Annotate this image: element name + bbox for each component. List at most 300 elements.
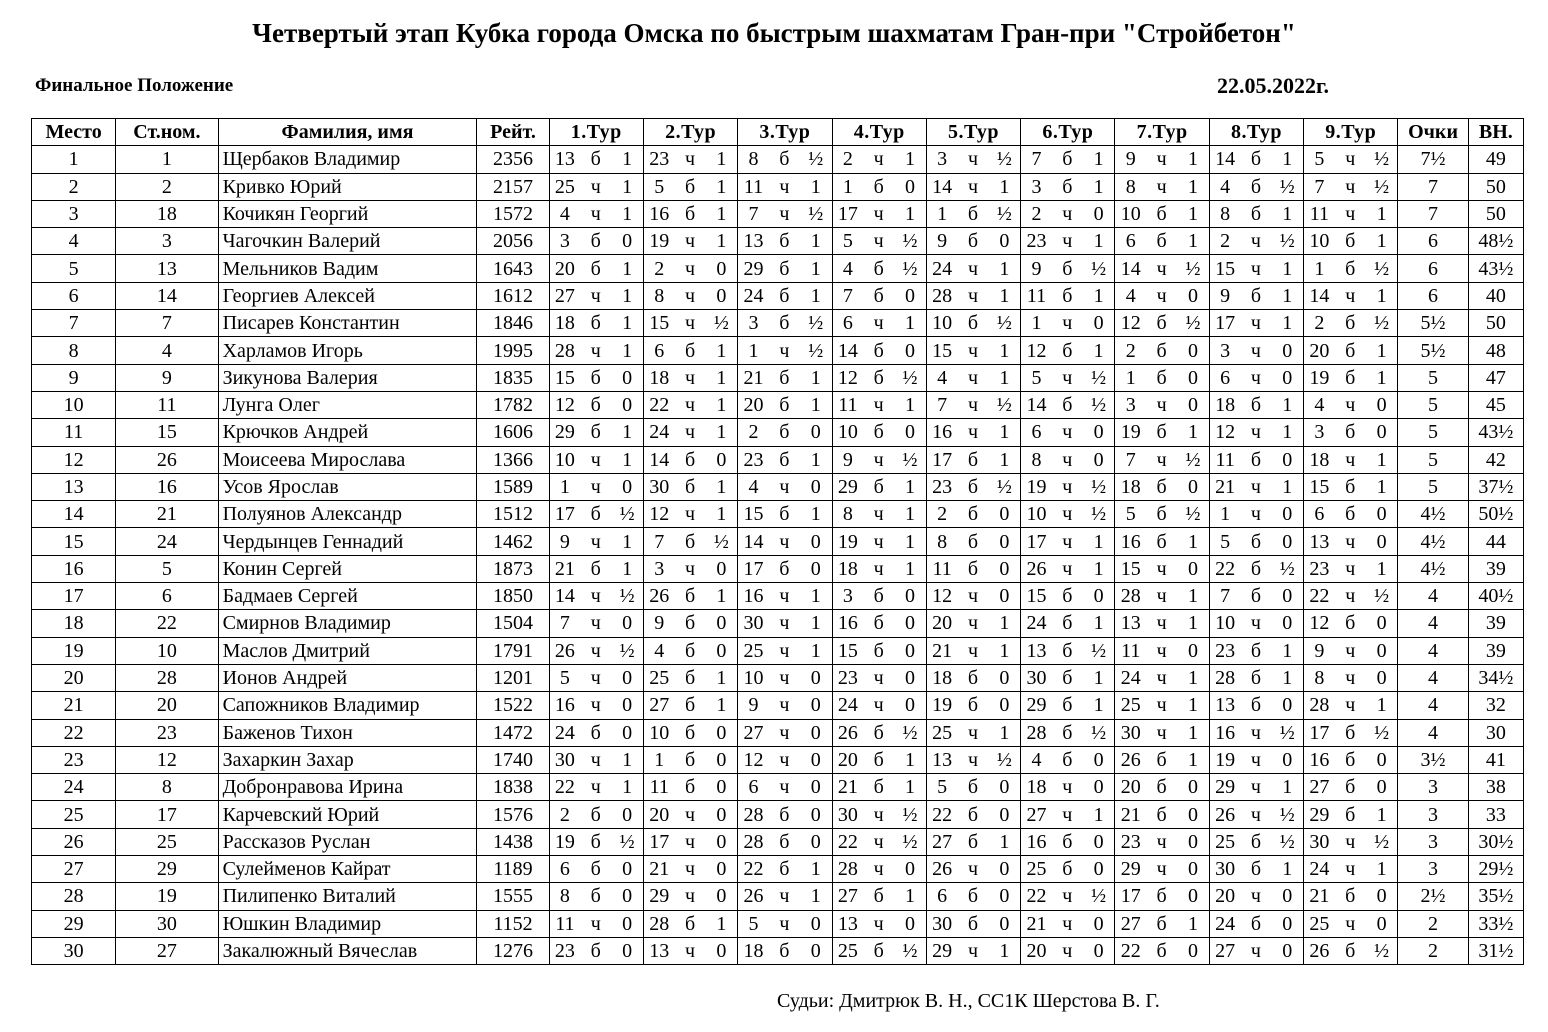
result-cell: 0 bbox=[1177, 337, 1209, 364]
place-cell: 20 bbox=[32, 664, 116, 691]
player-name-cell: Ионов Андрей bbox=[218, 664, 477, 691]
result-cell: 1 bbox=[1271, 282, 1303, 309]
result-cell: 1 bbox=[1083, 610, 1115, 637]
result-cell: 1 bbox=[706, 200, 738, 227]
start-number-cell: 9 bbox=[116, 364, 218, 391]
result-cell: 0 bbox=[1271, 692, 1303, 719]
result-cell: 0 bbox=[989, 774, 1021, 801]
opponent-cell: 16 bbox=[1021, 828, 1052, 855]
start-number-cell: 8 bbox=[116, 774, 218, 801]
color-cell: ч bbox=[769, 528, 800, 555]
color-cell: ч bbox=[1240, 883, 1271, 910]
result-cell: 1 bbox=[611, 282, 643, 309]
points-cell: 5 bbox=[1398, 446, 1468, 473]
color-cell: б bbox=[1146, 801, 1177, 828]
table-row bbox=[32, 473, 1524, 500]
color-cell: ч bbox=[675, 883, 706, 910]
opponent-cell: 10 bbox=[1209, 610, 1240, 637]
start-number-cell: 13 bbox=[116, 255, 218, 282]
start-number-cell: 10 bbox=[116, 637, 218, 664]
color-cell: ч bbox=[957, 146, 988, 173]
color-cell: ч bbox=[1052, 501, 1083, 528]
opponent-cell: 9 bbox=[832, 446, 863, 473]
result-cell: ½ bbox=[1083, 637, 1115, 664]
result-cell: 0 bbox=[706, 446, 738, 473]
result-cell: 1 bbox=[989, 446, 1021, 473]
result-cell: ½ bbox=[894, 937, 926, 964]
points-cell: 6 bbox=[1398, 255, 1468, 282]
result-cell: 0 bbox=[1366, 391, 1398, 418]
color-cell: ч bbox=[957, 719, 988, 746]
color-cell: ч bbox=[1052, 555, 1083, 582]
color-cell: ч bbox=[1146, 664, 1177, 691]
place-cell: 8 bbox=[32, 337, 116, 364]
points-cell: 2 bbox=[1398, 910, 1468, 937]
result-cell: ½ bbox=[1271, 828, 1303, 855]
opponent-cell: 24 bbox=[643, 419, 674, 446]
rating-cell: 1850 bbox=[477, 583, 549, 610]
result-cell: 0 bbox=[894, 910, 926, 937]
result-cell: 0 bbox=[800, 910, 832, 937]
result-cell: 0 bbox=[1083, 937, 1115, 964]
result-cell: 1 bbox=[989, 610, 1021, 637]
opponent-cell: 22 bbox=[643, 391, 674, 418]
opponent-cell: 5 bbox=[1021, 364, 1052, 391]
color-cell: ч bbox=[1240, 719, 1271, 746]
rating-cell: 2356 bbox=[477, 146, 549, 173]
opponent-cell: 9 bbox=[1209, 282, 1240, 309]
opponent-cell: 23 bbox=[832, 664, 863, 691]
opponent-cell: 21 bbox=[1115, 801, 1146, 828]
opponent-cell: 21 bbox=[1021, 910, 1052, 937]
opponent-cell: 18 bbox=[643, 364, 674, 391]
result-cell: 1 bbox=[1083, 692, 1115, 719]
color-cell: ч bbox=[863, 692, 894, 719]
color-cell: б bbox=[957, 228, 988, 255]
player-name-cell: Чагочкин Валерий bbox=[218, 228, 477, 255]
color-cell: ч bbox=[957, 337, 988, 364]
result-cell: 1 bbox=[706, 146, 738, 173]
color-cell: б bbox=[1240, 391, 1271, 418]
tiebreak-cell: 39 bbox=[1468, 555, 1523, 582]
opponent-cell: 18 bbox=[549, 310, 580, 337]
opponent-cell: 17 bbox=[1021, 528, 1052, 555]
color-cell: ч bbox=[769, 610, 800, 637]
result-cell: ½ bbox=[1366, 719, 1398, 746]
document-title: Четвертый этап Кубка города Омска по быстрым шахматам Гран-при "Стройбетон" bbox=[252, 18, 1296, 48]
color-cell: б bbox=[1335, 719, 1366, 746]
color-cell: ч bbox=[580, 200, 611, 227]
tiebreak-cell: 34½ bbox=[1468, 664, 1523, 691]
result-cell: 0 bbox=[611, 883, 643, 910]
tiebreak-cell: 31½ bbox=[1468, 937, 1523, 964]
result-cell: 1 bbox=[800, 856, 832, 883]
opponent-cell: 2 bbox=[1304, 310, 1335, 337]
color-cell: б bbox=[863, 937, 894, 964]
start-number-cell: 23 bbox=[116, 719, 218, 746]
opponent-cell: 2 bbox=[832, 146, 863, 173]
color-cell: ч bbox=[1335, 856, 1366, 883]
table-row bbox=[32, 692, 1524, 719]
result-cell: 0 bbox=[706, 883, 738, 910]
start-number-cell: 12 bbox=[116, 746, 218, 773]
color-cell: б bbox=[863, 746, 894, 773]
color-cell: б bbox=[1052, 391, 1083, 418]
color-cell: б bbox=[863, 173, 894, 200]
color-cell: ч bbox=[675, 555, 706, 582]
color-cell: б bbox=[1052, 692, 1083, 719]
result-cell: 0 bbox=[1366, 774, 1398, 801]
opponent-cell: 25 bbox=[832, 937, 863, 964]
document-subtitle: Финальное Положение bbox=[35, 75, 234, 96]
start-number-cell: 14 bbox=[116, 282, 218, 309]
result-cell: 0 bbox=[800, 528, 832, 555]
opponent-cell: 20 bbox=[1209, 883, 1240, 910]
color-cell: б bbox=[675, 473, 706, 500]
color-cell: б bbox=[1240, 828, 1271, 855]
tiebreak-cell: 48½ bbox=[1468, 228, 1523, 255]
opponent-cell: 14 bbox=[1115, 255, 1146, 282]
result-cell: 1 bbox=[1177, 228, 1209, 255]
result-cell: 0 bbox=[1271, 528, 1303, 555]
opponent-cell: 18 bbox=[1021, 774, 1052, 801]
opponent-cell: 24 bbox=[1209, 910, 1240, 937]
opponent-cell: 3 bbox=[738, 310, 769, 337]
result-cell: 0 bbox=[706, 774, 738, 801]
color-cell: б bbox=[1335, 419, 1366, 446]
opponent-cell: 12 bbox=[1209, 419, 1240, 446]
color-cell: б bbox=[957, 555, 988, 582]
start-number-cell: 20 bbox=[116, 692, 218, 719]
table-row bbox=[32, 528, 1524, 555]
color-cell: ч bbox=[1146, 583, 1177, 610]
opponent-cell: 9 bbox=[1304, 637, 1335, 664]
color-cell: б bbox=[1052, 282, 1083, 309]
opponent-cell: 27 bbox=[738, 719, 769, 746]
opponent-cell: 10 bbox=[832, 419, 863, 446]
rating-cell: 1512 bbox=[477, 501, 549, 528]
result-cell: 0 bbox=[611, 937, 643, 964]
color-cell: ч bbox=[675, 364, 706, 391]
result-cell: ½ bbox=[1177, 255, 1209, 282]
color-cell: ч bbox=[1335, 173, 1366, 200]
result-cell: 0 bbox=[611, 364, 643, 391]
tiebreak-cell: 33 bbox=[1468, 801, 1523, 828]
opponent-cell: 12 bbox=[549, 391, 580, 418]
color-cell: ч bbox=[1146, 255, 1177, 282]
opponent-cell: 13 bbox=[1021, 637, 1052, 664]
color-cell: б bbox=[675, 337, 706, 364]
opponent-cell: 13 bbox=[738, 228, 769, 255]
color-cell: ч bbox=[957, 282, 988, 309]
result-cell: 1 bbox=[611, 774, 643, 801]
color-cell: ч bbox=[1335, 200, 1366, 227]
player-name-cell: Кочикян Георгий bbox=[218, 200, 477, 227]
result-cell: 0 bbox=[1083, 746, 1115, 773]
color-cell: б bbox=[863, 419, 894, 446]
place-cell: 7 bbox=[32, 310, 116, 337]
color-cell: б bbox=[1240, 146, 1271, 173]
result-cell: ½ bbox=[1366, 828, 1398, 855]
result-cell: 1 bbox=[1271, 637, 1303, 664]
opponent-cell: 3 bbox=[1021, 173, 1052, 200]
player-name-cell: Юшкин Владимир bbox=[218, 910, 477, 937]
opponent-cell: 7 bbox=[1304, 173, 1335, 200]
result-cell: ½ bbox=[989, 146, 1021, 173]
color-cell: б bbox=[769, 228, 800, 255]
result-cell: 0 bbox=[611, 391, 643, 418]
result-cell: 0 bbox=[611, 473, 643, 500]
opponent-cell: 8 bbox=[1304, 664, 1335, 691]
result-cell: 1 bbox=[1271, 856, 1303, 883]
result-cell: 1 bbox=[800, 255, 832, 282]
opponent-cell: 5 bbox=[1209, 528, 1240, 555]
color-cell: ч bbox=[675, 282, 706, 309]
opponent-cell: 27 bbox=[549, 282, 580, 309]
opponent-cell: 24 bbox=[832, 692, 863, 719]
color-cell: б bbox=[1240, 173, 1271, 200]
color-cell: ч bbox=[675, 856, 706, 883]
tiebreak-cell: 42 bbox=[1468, 446, 1523, 473]
opponent-cell: 12 bbox=[643, 501, 674, 528]
points-cell: 4½ bbox=[1398, 501, 1468, 528]
result-cell: 0 bbox=[989, 692, 1021, 719]
color-cell: б bbox=[1335, 937, 1366, 964]
rating-cell: 1643 bbox=[477, 255, 549, 282]
opponent-cell: 30 bbox=[1304, 828, 1335, 855]
rating-cell: 1606 bbox=[477, 419, 549, 446]
result-cell: 1 bbox=[894, 746, 926, 773]
result-cell: 0 bbox=[1177, 774, 1209, 801]
color-cell: б bbox=[580, 828, 611, 855]
opponent-cell: 25 bbox=[643, 664, 674, 691]
color-cell: б bbox=[1240, 555, 1271, 582]
color-cell: ч bbox=[580, 637, 611, 664]
result-cell: ½ bbox=[1083, 255, 1115, 282]
opponent-cell: 2 bbox=[1209, 228, 1240, 255]
opponent-cell: 7 bbox=[643, 528, 674, 555]
opponent-cell: 25 bbox=[1209, 828, 1240, 855]
player-name-cell: Баженов Тихон bbox=[218, 719, 477, 746]
opponent-cell: 23 bbox=[738, 446, 769, 473]
result-cell: 0 bbox=[800, 828, 832, 855]
opponent-cell: 28 bbox=[1209, 664, 1240, 691]
result-cell: ½ bbox=[1366, 255, 1398, 282]
opponent-cell: 15 bbox=[926, 337, 957, 364]
result-cell: 1 bbox=[1083, 528, 1115, 555]
result-cell: 1 bbox=[800, 173, 832, 200]
result-cell: 1 bbox=[706, 501, 738, 528]
result-cell: 0 bbox=[989, 856, 1021, 883]
color-cell: ч bbox=[1052, 310, 1083, 337]
result-cell: 0 bbox=[1177, 937, 1209, 964]
result-cell: 1 bbox=[1271, 473, 1303, 500]
color-cell: б bbox=[957, 473, 988, 500]
result-cell: 0 bbox=[800, 719, 832, 746]
color-cell: ч bbox=[1052, 528, 1083, 555]
opponent-cell: 17 bbox=[549, 501, 580, 528]
tiebreak-cell: 33½ bbox=[1468, 910, 1523, 937]
result-cell: 0 bbox=[1177, 883, 1209, 910]
result-cell: 0 bbox=[894, 419, 926, 446]
player-name-cell: Писарев Константин bbox=[218, 310, 477, 337]
result-cell: 0 bbox=[800, 473, 832, 500]
start-number-cell: 5 bbox=[116, 555, 218, 582]
color-cell: б bbox=[863, 364, 894, 391]
color-cell: ч bbox=[580, 774, 611, 801]
header-round-6: 6.Тур bbox=[1021, 119, 1115, 146]
color-cell: ч bbox=[957, 173, 988, 200]
color-cell: б bbox=[1335, 473, 1366, 500]
header-round-9: 9.Тур bbox=[1304, 119, 1398, 146]
opponent-cell: 30 bbox=[1021, 664, 1052, 691]
opponent-cell: 12 bbox=[738, 746, 769, 773]
color-cell: ч bbox=[769, 200, 800, 227]
result-cell: 0 bbox=[1271, 883, 1303, 910]
result-cell: 1 bbox=[611, 446, 643, 473]
color-cell: б bbox=[580, 501, 611, 528]
color-cell: б bbox=[675, 664, 706, 691]
color-cell: ч bbox=[863, 910, 894, 937]
place-cell: 3 bbox=[32, 200, 116, 227]
opponent-cell: 24 bbox=[1304, 856, 1335, 883]
opponent-cell: 23 bbox=[643, 146, 674, 173]
color-cell: ч bbox=[769, 664, 800, 691]
tiebreak-cell: 44 bbox=[1468, 528, 1523, 555]
opponent-cell: 15 bbox=[1209, 255, 1240, 282]
color-cell: б bbox=[1146, 910, 1177, 937]
result-cell: 0 bbox=[1083, 910, 1115, 937]
table-row bbox=[32, 664, 1524, 691]
table-row bbox=[32, 419, 1524, 446]
opponent-cell: 15 bbox=[738, 501, 769, 528]
result-cell: 0 bbox=[1271, 746, 1303, 773]
color-cell: ч bbox=[1335, 692, 1366, 719]
place-cell: 23 bbox=[32, 746, 116, 773]
tiebreak-cell: 48 bbox=[1468, 337, 1523, 364]
color-cell: ч bbox=[863, 310, 894, 337]
points-cell: 4 bbox=[1398, 610, 1468, 637]
color-cell: б bbox=[863, 610, 894, 637]
table-row bbox=[32, 337, 1524, 364]
opponent-cell: 11 bbox=[643, 774, 674, 801]
points-cell: 7 bbox=[1398, 200, 1468, 227]
color-cell: ч bbox=[863, 828, 894, 855]
color-cell: б bbox=[1146, 200, 1177, 227]
opponent-cell: 6 bbox=[1304, 501, 1335, 528]
result-cell: 0 bbox=[1271, 501, 1303, 528]
opponent-cell: 3 bbox=[926, 146, 957, 173]
rating-cell: 1572 bbox=[477, 200, 549, 227]
color-cell: б bbox=[580, 310, 611, 337]
color-cell: б bbox=[863, 255, 894, 282]
opponent-cell: 24 bbox=[549, 719, 580, 746]
opponent-cell: 26 bbox=[1304, 937, 1335, 964]
result-cell: 0 bbox=[800, 664, 832, 691]
opponent-cell: 24 bbox=[1115, 664, 1146, 691]
header-round-4: 4.Тур bbox=[832, 119, 926, 146]
place-cell: 17 bbox=[32, 583, 116, 610]
color-cell: ч bbox=[1335, 446, 1366, 473]
opponent-cell: 7 bbox=[738, 200, 769, 227]
header-round-1: 1.Тур bbox=[549, 119, 643, 146]
player-name-cell: Карчевский Юрий bbox=[218, 801, 477, 828]
header-round-7: 7.Тур bbox=[1115, 119, 1209, 146]
result-cell: 0 bbox=[706, 610, 738, 637]
color-cell: б bbox=[769, 937, 800, 964]
opponent-cell: 27 bbox=[1304, 774, 1335, 801]
color-cell: б bbox=[957, 528, 988, 555]
tiebreak-cell: 50 bbox=[1468, 173, 1523, 200]
color-cell: ч bbox=[1240, 801, 1271, 828]
opponent-cell: 19 bbox=[1115, 419, 1146, 446]
opponent-cell: 19 bbox=[1021, 473, 1052, 500]
result-cell: 0 bbox=[706, 719, 738, 746]
result-cell: 1 bbox=[1366, 228, 1398, 255]
result-cell: 1 bbox=[800, 610, 832, 637]
color-cell: ч bbox=[1335, 555, 1366, 582]
result-cell: 1 bbox=[800, 883, 832, 910]
opponent-cell: 1 bbox=[549, 473, 580, 500]
result-cell: 1 bbox=[800, 583, 832, 610]
opponent-cell: 20 bbox=[1304, 337, 1335, 364]
result-cell: 0 bbox=[1271, 937, 1303, 964]
result-cell: 1 bbox=[1083, 282, 1115, 309]
color-cell: ч bbox=[1146, 637, 1177, 664]
opponent-cell: 11 bbox=[1209, 446, 1240, 473]
color-cell: б bbox=[675, 583, 706, 610]
opponent-cell: 22 bbox=[549, 774, 580, 801]
opponent-cell: 17 bbox=[926, 446, 957, 473]
opponent-cell: 5 bbox=[549, 664, 580, 691]
result-cell: 0 bbox=[1366, 664, 1398, 691]
color-cell: б bbox=[769, 555, 800, 582]
color-cell: ч bbox=[580, 664, 611, 691]
result-cell: ½ bbox=[894, 255, 926, 282]
result-cell: 0 bbox=[800, 801, 832, 828]
color-cell: б bbox=[1052, 146, 1083, 173]
opponent-cell: 11 bbox=[1021, 282, 1052, 309]
result-cell: 1 bbox=[706, 419, 738, 446]
result-cell: 0 bbox=[894, 610, 926, 637]
start-number-cell: 22 bbox=[116, 610, 218, 637]
color-cell: ч bbox=[580, 910, 611, 937]
color-cell: б bbox=[863, 473, 894, 500]
color-cell: ч bbox=[769, 637, 800, 664]
header-round-2: 2.Тур bbox=[643, 119, 737, 146]
result-cell: ½ bbox=[1083, 473, 1115, 500]
color-cell: ч bbox=[1052, 446, 1083, 473]
result-cell: 0 bbox=[1177, 801, 1209, 828]
result-cell: 1 bbox=[1366, 473, 1398, 500]
result-cell: 1 bbox=[989, 828, 1021, 855]
opponent-cell: 5 bbox=[926, 774, 957, 801]
header-tiebreak: ВН. bbox=[1468, 119, 1523, 146]
result-cell: 0 bbox=[706, 282, 738, 309]
opponent-cell: 14 bbox=[1304, 282, 1335, 309]
result-cell: 0 bbox=[1083, 200, 1115, 227]
opponent-cell: 16 bbox=[926, 419, 957, 446]
player-name-cell: Захаркин Захар bbox=[218, 746, 477, 773]
opponent-cell: 9 bbox=[1021, 255, 1052, 282]
place-cell: 10 bbox=[32, 391, 116, 418]
color-cell: б bbox=[957, 910, 988, 937]
result-cell: 0 bbox=[894, 664, 926, 691]
start-number-cell: 28 bbox=[116, 664, 218, 691]
opponent-cell: 8 bbox=[1209, 200, 1240, 227]
color-cell: ч bbox=[580, 337, 611, 364]
result-cell: 1 bbox=[1083, 664, 1115, 691]
